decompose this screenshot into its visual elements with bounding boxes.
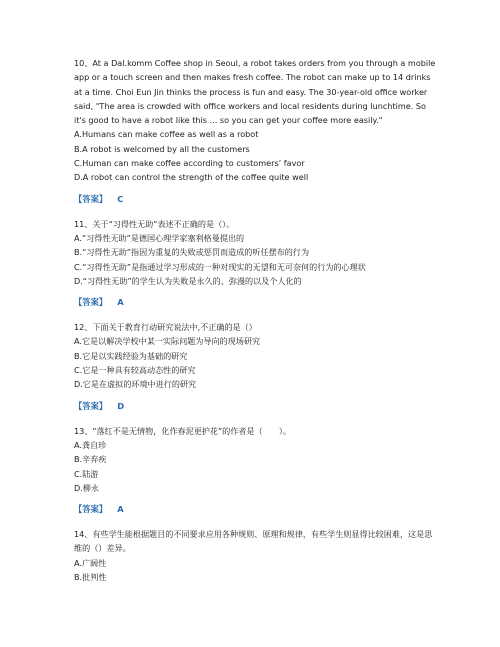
question-stem: 12、下面关于教育行动研究说法中,不正确的是（）: [74, 322, 257, 333]
answer-label: 【答案】: [74, 400, 108, 411]
answer-row: [74, 192, 436, 206]
answer-value: D: [117, 400, 125, 411]
question-list: [74, 56, 436, 584]
option-c: C.Human can make coffee according to customers’ favor: [74, 158, 305, 169]
answer-row: [74, 295, 436, 309]
answer-value: A: [117, 297, 124, 308]
answer-value: C: [117, 193, 124, 204]
answer-label: 【答案】: [74, 193, 108, 204]
option-b: B.批判性: [74, 572, 107, 583]
option-b: B.A robot is welcomed by all the customers: [74, 143, 250, 154]
answer-value: A: [117, 504, 124, 515]
option-d: D.A robot can control the strength of the coffee quite well: [74, 172, 309, 183]
option-d: D.柳永: [74, 482, 99, 493]
option-b: B.辛弃疾: [74, 454, 107, 465]
question-12: [74, 320, 436, 412]
option-a: A.广阔性: [74, 557, 107, 568]
option-b: B.它是以实践经验为基础的研究: [74, 350, 188, 361]
option-a: A.它是以解决学校中某一实际问题为导向的现场研究: [74, 336, 261, 347]
option-c: C.陆游: [74, 468, 99, 479]
question-stem: 14、有些学生能根据题目的不同要求应用各种规则、原理和规律，有些学生则显得比较困难，这是思维的（）差异。: [74, 529, 433, 554]
answer-label: 【答案】: [74, 504, 108, 515]
question-10: [74, 56, 436, 206]
question-13: [74, 424, 436, 516]
answer-row: [74, 502, 436, 516]
option-a: A.“习得性无助”是德国心理学家塞利格曼提出的: [74, 232, 245, 243]
question-14: [74, 527, 436, 584]
option-d: D.它是在虚拟的环境中进行的研究: [74, 379, 197, 390]
option-c: C.它是一种具有较高动态性的研究: [74, 365, 196, 376]
option-c: C.“习得性无助”是指通过学习形成的一种对现实的无望和无可奈何的行为的心理状: [74, 261, 366, 272]
option-a: A.Humans can make coffee as well as a robot: [74, 129, 259, 140]
question-stem: 11、关于“习得性无助”表述不正确的是（）。: [74, 218, 235, 229]
answer-row: [74, 399, 436, 413]
answer-label: 【答案】: [74, 297, 108, 308]
option-b: B.“习得性无助”指因为重复的失败或惩罚而造成的听任摆布的行为: [74, 247, 310, 258]
option-a: A.龚自珍: [74, 439, 107, 450]
option-d: D.“习得性无助”的学生认为失败是永久的、弥漫的以及个人化的: [74, 275, 302, 286]
question-stem: 10、At a Dal.komm Coffee shop in Seoul, a robot takes orders from you through a mobile app or a touch screen and then makes fresh coffee. The robot can make up to 14 drinks at a time. Choi Eun Jin thinks the process is fun and easy. The 30-year-old office worker said, "The area is crowded with office workers and local residents during lunchtime. So it's good to have a robot like this ... so you can get your coffee more easily.": [74, 58, 436, 126]
question-stem: 13、“落红不是无情物，化作春泥更护花”的作者是（ ）。: [74, 425, 291, 436]
question-11: [74, 217, 436, 309]
